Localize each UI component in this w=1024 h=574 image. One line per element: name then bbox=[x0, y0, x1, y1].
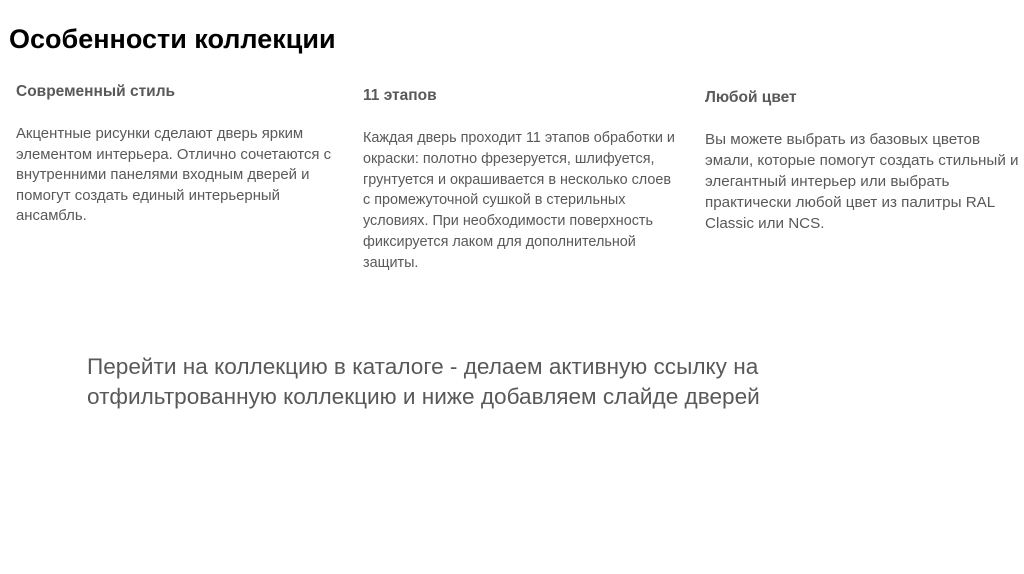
feature-heading: 11 этапов bbox=[363, 87, 437, 104]
feature-column-any-color bbox=[705, 88, 1023, 234]
feature-description: Вы можете выбрать из базовых цветов эмали, которые помогут создать стильный и элегантный интерьер или выбрать практически любой цвет из палитры RAL Classic или NCS. bbox=[705, 131, 1019, 232]
feature-description: Каждая дверь проходит 11 этапов обработки и окраски: полотно фрезеруется, шлифуется, грунтуется и окрашивается в несколько слоев с промежуточной сушкой в стерильных условиях. При необходимости поверхность фиксируется лаком для дополнительной защиты. bbox=[363, 130, 675, 271]
feature-description: Акцентные рисунки сделают дверь ярким элементом интерьера. Отлично сочетаются с внутренними панелями входным дверей и помогут создать единый интерьерный ансамбль. bbox=[16, 126, 332, 225]
page-title: Особенности коллекции bbox=[9, 24, 336, 54]
feature-column-stages bbox=[363, 86, 683, 274]
feature-heading: Современный стиль bbox=[16, 83, 176, 100]
feature-heading: Любой цвет bbox=[705, 89, 797, 106]
feature-column-modern-style bbox=[16, 82, 336, 227]
catalog-note: Перейти на коллекцию в каталоге - делаем активную ссылку на отфильтрованную коллекцию и ниже добавляем слайде дверей bbox=[87, 354, 760, 409]
